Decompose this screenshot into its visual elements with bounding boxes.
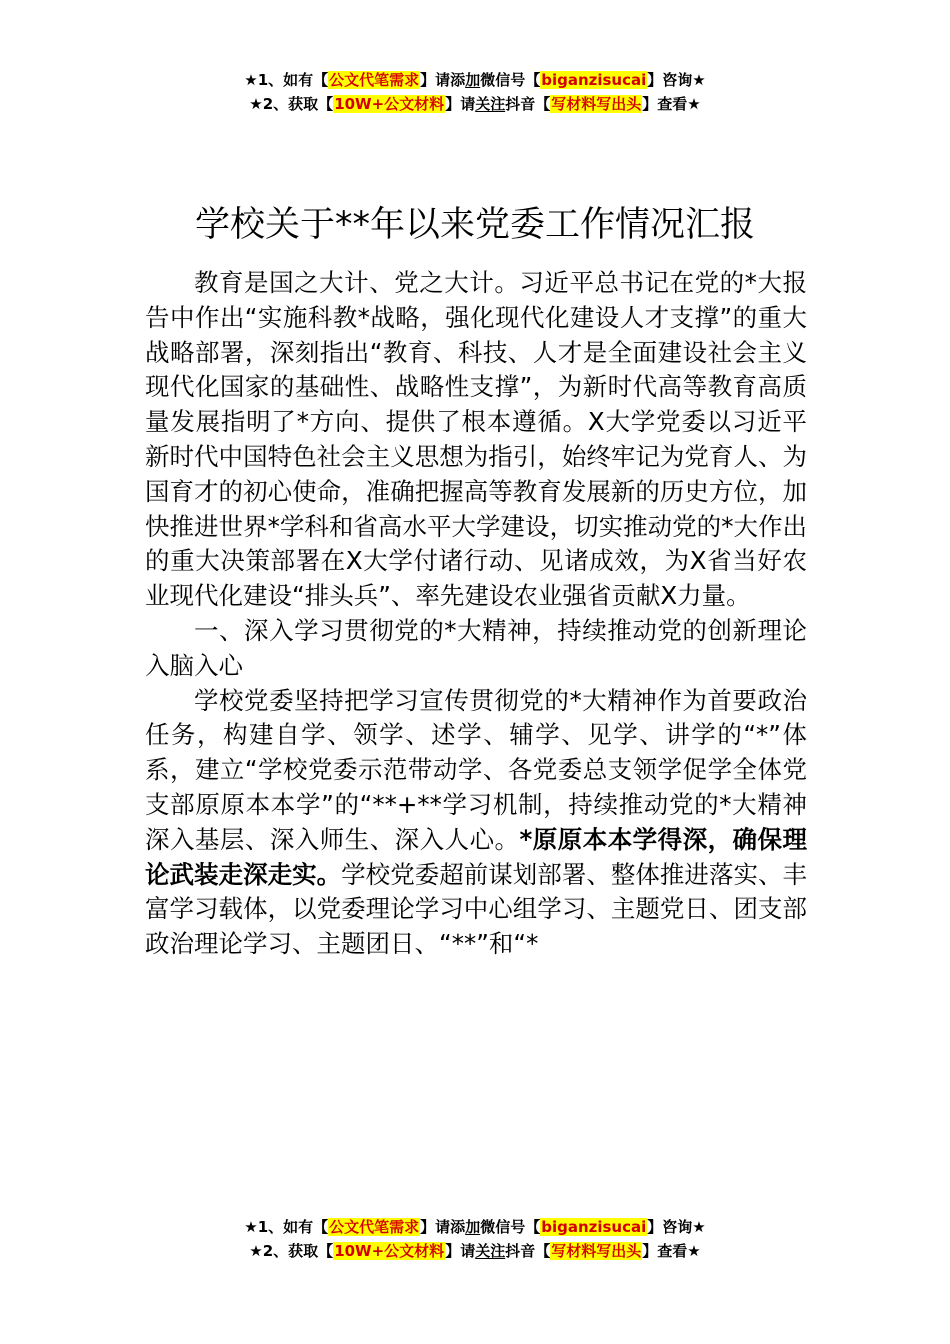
promo-text: ★2、获取【 [249, 95, 334, 113]
intro-paragraph: 教育是国之大计、党之大计。习近平总书记在党的*大报告中作出“实施科教*战略，强化现代化建设人才支撑”的重大战略部署，深刻指出“教育、科技、人才是全面建设社会主义现代化国家的基础性、战略性支撑”，为新时代高等教育高质量发展指明了*方向、提供了根本遵循。X大学党委以习近平新时代中国特色社会主义思想为指引，始终牢记为党育人、为国育才的初心使命，准确把握高等教育发展新的历史方位，加快推进世界*学科和省高水平大学建设，切实推动党的*大作出的重大决策部署在X大学付诸行动、见诸成效，为X省当好农业现代化建设“排头兵”、率先建设农业强省贡献X力量。 [145, 268, 807, 611]
promo-text: ★2、获取【 [249, 1242, 334, 1260]
promo-text: ★1、如有【 [244, 71, 329, 89]
document-title: 学校关于**年以来党委工作情况汇报 [194, 205, 755, 246]
promo-text: 微信号【 [480, 1218, 541, 1236]
promo-text: 抖音【 [505, 95, 551, 113]
promo-text: 】请添 [420, 71, 466, 89]
promo-text: 】查看★ [642, 95, 701, 113]
section-heading-1: 一、深入学习贯彻党的*大精神，持续推动党的创新理论入脑入心 [145, 615, 807, 680]
promo-underlined: 关注 [475, 95, 506, 113]
promo-line-2 [0, 92, 950, 116]
promo-highlight: 公文代笔需求 [329, 1218, 420, 1236]
promo-line-2 [0, 1239, 950, 1263]
douyin-id-highlight: 写材料写出头 [551, 1242, 642, 1260]
document-body [145, 266, 807, 962]
section-paragraph-1 [145, 684, 807, 962]
promo-underlined: 加 [465, 1218, 481, 1236]
bold-subheading: *原原本本学得深，确保理论武装走深走实。 [145, 824, 807, 889]
promo-highlight: 10W+公文材料 [334, 1242, 445, 1260]
douyin-id-highlight: 写材料写出头 [551, 95, 642, 113]
promo-text: 】请 [445, 1242, 476, 1260]
promo-line-1 [0, 1215, 950, 1239]
paragraph-text: 学校党委坚持把学习宣传贯彻党的*大精神作为首要政治任务，构建自学、领学、述学、辅学、见学、讲学的“*”体系，建立“学校党委示范带动学、各党委总支领学促学全体党支部原原本本学”的“**+**学习机制，持续推动党的*大精神深入基层、深入师生、深入人心。 [145, 685, 807, 854]
promo-highlight: 公文代笔需求 [329, 71, 420, 89]
promo-text: 】查看★ [642, 1242, 701, 1260]
promo-banner-top [0, 68, 950, 116]
promo-text: 】咨询★ [647, 71, 706, 89]
promo-text: ★1、如有【 [244, 1218, 329, 1236]
promo-highlight: 10W+公文材料 [334, 95, 445, 113]
promo-line-1 [0, 68, 950, 92]
promo-text: 抖音【 [505, 1242, 551, 1260]
promo-text: 】请 [445, 95, 476, 113]
promo-text: 】咨询★ [647, 1218, 706, 1236]
promo-underlined: 加 [465, 71, 481, 89]
paragraph-text: 学校党委超前谋划部署、整体推进落实、丰富学习载体，以党委理论学习中心组学习、主题党日、团支部政治理论学习、主题团日、“**”和“* [145, 859, 808, 959]
wechat-id-highlight: biganzisucai [541, 71, 647, 89]
promo-text: 微信号【 [480, 71, 541, 89]
wechat-id-highlight: biganzisucai [541, 1218, 647, 1236]
promo-underlined: 关注 [475, 1242, 506, 1260]
promo-banner-bottom [0, 1215, 950, 1263]
promo-text: 】请添 [420, 1218, 466, 1236]
